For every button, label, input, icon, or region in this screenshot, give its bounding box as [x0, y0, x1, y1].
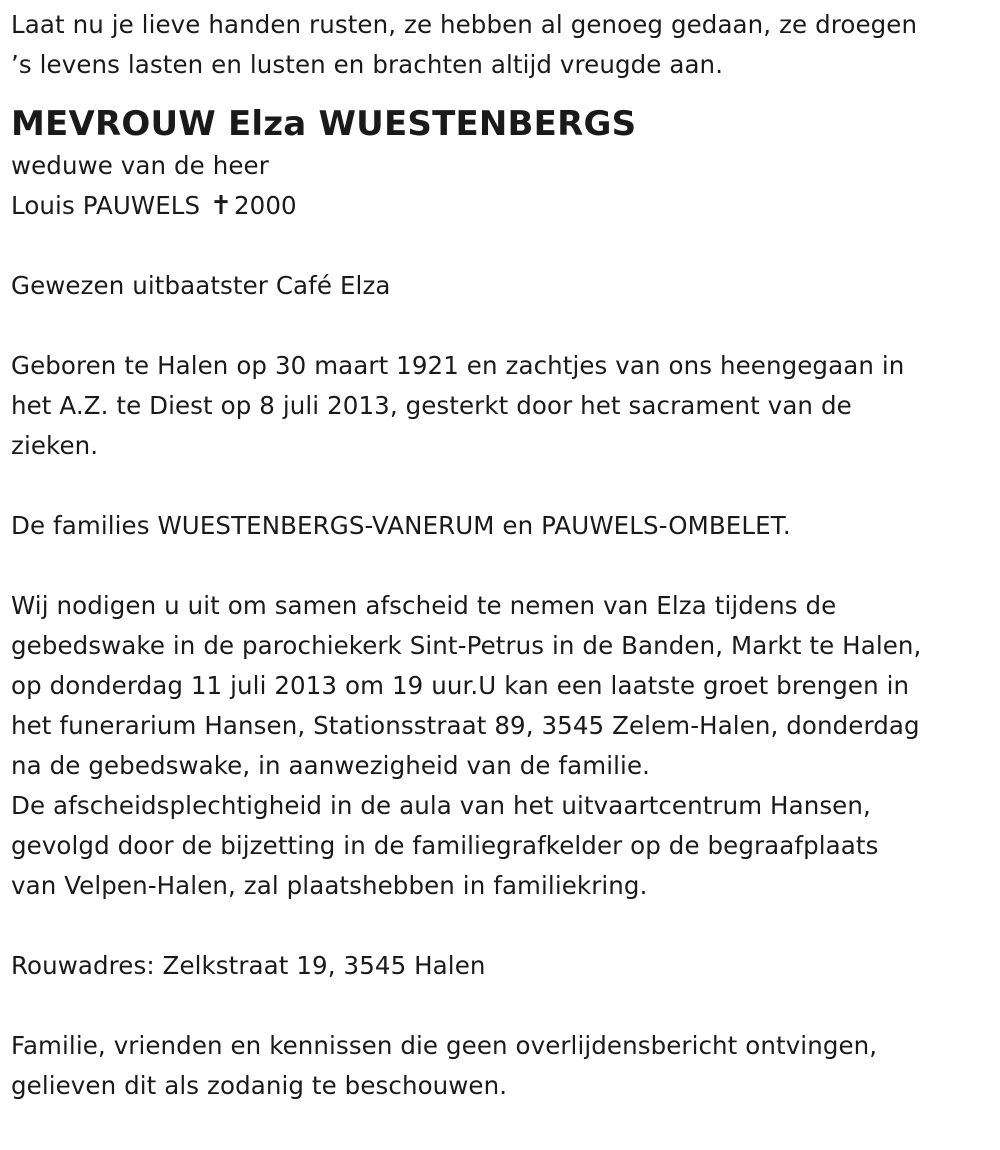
- spouse-name: Louis PAUWELS: [11, 191, 201, 220]
- closing-line-1: Familie, vrienden en kennissen die geen overlijdensbericht ontvingen,: [11, 1031, 878, 1060]
- closing-section: [11, 1026, 996, 1106]
- birth-death-line-3: zieken.: [11, 431, 99, 460]
- occupation: Gewezen uitbaatster Café Elza: [11, 271, 391, 300]
- poem-line-1: Laat nu je lieve handen rusten, ze hebben al genoeg gedaan, ze droegen: [11, 10, 918, 39]
- spouse-line: [11, 186, 996, 226]
- invitation-line-5: na de gebedswake, in aanwezigheid van de familie.: [11, 751, 651, 780]
- poem-section: [11, 5, 996, 85]
- birth-death-section: [11, 346, 996, 466]
- invitation-line-6: De afscheidsplechtigheid in de aula van het uitvaartcentrum Hansen,: [11, 791, 871, 820]
- birth-death-line-1: Geboren te Halen op 30 maart 1921 en zachtjes van ons heengegaan in: [11, 351, 905, 380]
- invitation-line-2: gebedswake in de parochiekerk Sint-Petrus in de Banden, Markt te Halen,: [11, 631, 922, 660]
- obituary-notice: [11, 5, 996, 1106]
- invitation-line-3: op donderdag 11 juli 2013 om 19 uur.U kan een laatste groet brengen in: [11, 671, 910, 700]
- deceased-section: [11, 102, 996, 226]
- families: De families WUESTENBERGS-VANERUM en PAUWELS-OMBELET.: [11, 511, 791, 540]
- cross-icon: ✝: [210, 191, 232, 221]
- invitation-line-7: gevolgd door de bijzetting in de familiegrafkelder op de begraafplaats: [11, 831, 879, 860]
- invitation-line-4: het funerarium Hansen, Stationsstraat 89, 3545 Zelem-Halen, donderdag: [11, 711, 920, 740]
- widow-of-label: weduwe van de heer: [11, 151, 269, 180]
- birth-death-line-2: het A.Z. te Diest op 8 juli 2013, gesterkt door het sacrament van de: [11, 391, 852, 420]
- spouse-death-year: 2000: [233, 191, 297, 220]
- mourning-address: Rouwadres: Zelkstraat 19, 3545 Halen: [11, 951, 486, 980]
- invitation-section: [11, 586, 996, 906]
- closing-line-2: gelieven dit als zodanig te beschouwen.: [11, 1071, 508, 1100]
- invitation-line-1: Wij nodigen u uit om samen afscheid te nemen van Elza tijdens de: [11, 591, 837, 620]
- poem-line-2: ’s levens lasten en lusten en brachten altijd vreugde aan.: [11, 50, 724, 79]
- deceased-name: MEVROUW Elza WUESTENBERGS: [11, 104, 637, 144]
- invitation-line-8: van Velpen-Halen, zal plaatshebben in familiekring.: [11, 871, 648, 900]
